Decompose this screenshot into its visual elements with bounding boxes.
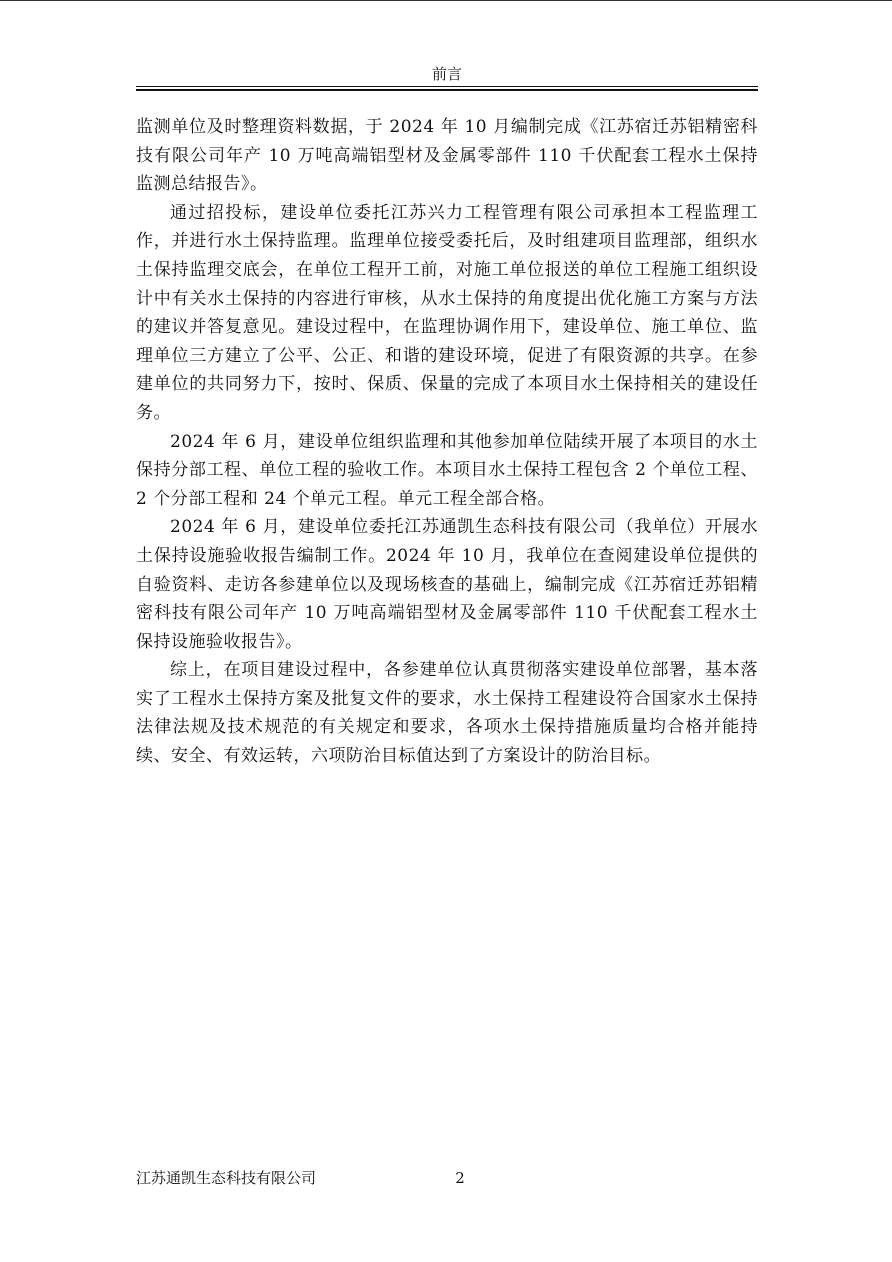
footer-page-number: 2 <box>455 1169 465 1187</box>
header-rule-thin <box>136 86 758 87</box>
paragraph-report-compilation: 2024 年 6 月，建设单位委托江苏通凯生态科技有限公司（我单位）开展水土保持设施验收报告编制工作。2024 年 10 月，我单位在查阅建设单位提供的自验资料、走访各参建单位以及现场核查的基础上，编制完成《江苏宿迁苏铝精密科技有限公司年产 10 万吨高端铝型材及金属零部件 110 千伏配套工程水土保持设施验收报告》。 <box>136 517 758 652</box>
document-body <box>136 113 758 771</box>
page-top-border <box>0 0 892 1</box>
paragraph-acceptance-work: 2024 年 6 月，建设单位组织监理和其他参加单位陆续开展了本项目的水土保持分部工程、单位工程的验收工作。本项目水土保持工程包含 2 个单位工程、2 个分部工程和 24 个单元工程。单元工程全部合格。 <box>136 431 758 509</box>
paragraph-monitoring-report: 监测单位及时整理资料数据，于 2024 年 10 月编制完成《江苏宿迁苏铝精密科技有限公司年产 10 万吨高端铝型材及金属零部件 110 千伏配套工程水土保持监测总结报告》。 <box>136 117 758 195</box>
header-rule-thick <box>136 89 758 91</box>
paragraph-summary: 综上，在项目建设过程中，各参建单位认真贯彻落实建设单位部署，基本落实了工程水土保持方案及批复文件的要求，水土保持工程建设符合国家水土保持法律法规及技术规范的有关规定和要求，各项水土保持措施质量均合格并能持续、安全、有效运转，六项防治目标值达到了方案设计的防治目标。 <box>136 660 758 767</box>
paragraph-supervision: 通过招投标，建设单位委托江苏兴力工程管理有限公司承担本工程监理工作，并进行水土保持监理。监理单位接受委托后，及时组建项目监理部，组织水土保持监理交底会，在单位工程开工前，对施工单位报送的单位工程施工组织设计中有关水土保持的内容进行审核，从水土保持的角度提出优化施工方案与方法的建议并答复意见。建设过程中，在监理协调作用下，建设单位、施工单位、监理单位三方建立了公平、公正、和谐的建设环境，促进了有限资源的共享。在参建单位的共同努力下，按时、保质、保量的完成了本项目水土保持相关的建设任务。 <box>136 202 758 423</box>
footer-company-name: 江苏通凯生态科技有限公司 <box>136 1169 317 1187</box>
page-header-title: 前言 <box>431 65 462 83</box>
